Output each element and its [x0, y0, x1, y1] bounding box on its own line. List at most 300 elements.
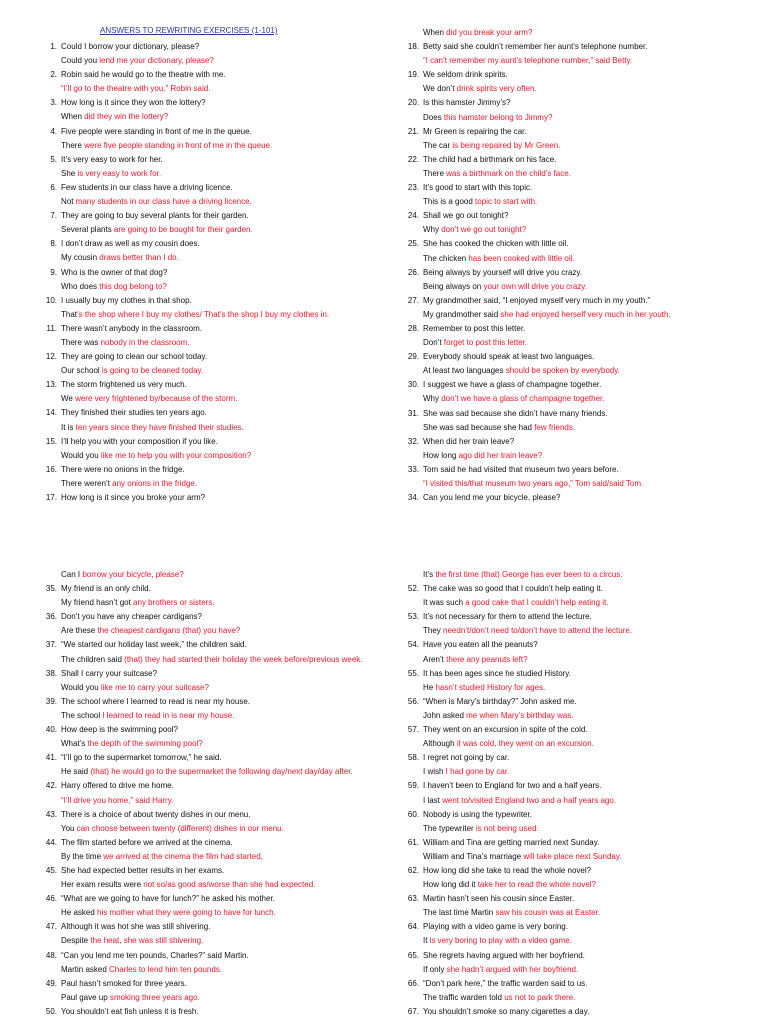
answer-line [38, 765, 388, 779]
question-text: Being always by yourself will drive you crazy. [423, 267, 583, 277]
question-number: 38. [45, 668, 57, 678]
question-number: 27. [407, 295, 419, 305]
answer-text: any brothers or sisters. [133, 598, 215, 608]
answer-line [400, 653, 750, 667]
answer-prompt: I wish [423, 767, 446, 777]
answer-prompt: Aren’t [423, 654, 447, 664]
question-line [38, 406, 388, 420]
question-number: 37. [45, 640, 57, 650]
question-text: Five people were standing in front of me in the queue. [61, 126, 252, 136]
answer-prompt: We don’t [423, 84, 457, 94]
question-number: 54. [407, 640, 419, 650]
answer-text: a good cake that I couldn’t help eating it. [465, 598, 609, 608]
answer-line [38, 477, 388, 491]
answer-prompt: He asked [61, 908, 98, 918]
question-text: The film started before we arrived at the cinema. [61, 837, 233, 847]
question-text: I’ll help you with your composition if you like. [61, 436, 218, 446]
question-line [400, 836, 750, 850]
question-number: 64. [407, 922, 419, 932]
question-text: My grandmother said, “I enjoyed myself very much in my youth.” [423, 295, 651, 305]
answer-text: went to/visited England two and a half years ago. [442, 795, 617, 805]
question-number: 65. [407, 950, 419, 960]
question-line [38, 463, 388, 477]
question-line [38, 350, 388, 364]
question-text: Shall we go out tonight? [423, 211, 509, 221]
answer-line [400, 709, 750, 723]
answer-text: ago did her train leave? [458, 450, 543, 460]
question-number: 24. [407, 211, 419, 221]
question-number: 39. [45, 696, 57, 706]
answer-prompt: The last time Martin [423, 908, 496, 918]
question-line [400, 435, 750, 449]
answer-line [400, 167, 750, 181]
answer-text: nobody in the classroom. [100, 337, 190, 347]
question-line [400, 610, 750, 624]
answer-prompt: We [61, 394, 76, 404]
answer-line [38, 596, 388, 610]
answer-text: don’t we go out tonight? [441, 225, 527, 235]
answer-text: (that) they had started their holiday the week before/previous week. [124, 654, 363, 664]
answer-line [38, 280, 388, 294]
question-text: There is a choice of about twenty dishes in our menu. [61, 809, 251, 819]
question-number: 62. [407, 865, 419, 875]
answer-text: she hadn’t argued with her boyfriend. [446, 964, 579, 974]
question-number: 52. [407, 584, 419, 594]
answer-prompt: Several plants [61, 225, 114, 235]
question-number: 63. [407, 894, 419, 904]
answer-text: should be spoken by everybody. [505, 366, 620, 376]
answer-prompt: Don’t [423, 338, 444, 348]
answer-prompt: There was [61, 337, 101, 347]
answer-line [38, 308, 388, 322]
answer-line [38, 110, 388, 124]
question-line [400, 751, 750, 765]
question-number: 59. [407, 781, 419, 791]
answer-text: the cheapest cardigans (that) you have? [97, 626, 241, 636]
answer-line [400, 822, 750, 836]
answer-text: any onions in the fridge. [112, 478, 198, 488]
question-line [400, 209, 750, 223]
answer-prompt: Would you [61, 450, 101, 460]
answer-text: like me to help you with your composition? [100, 450, 252, 460]
answer-prompt: The car [423, 140, 453, 150]
answer-prompt: John asked [423, 710, 467, 720]
question-number: 29. [407, 352, 419, 362]
answer-line [38, 139, 388, 153]
question-number: 18. [407, 42, 419, 52]
answer-prompt: The typewriter [423, 823, 476, 833]
question-number: 48. [45, 950, 57, 960]
question-line [38, 667, 388, 681]
answer-prompt: It [423, 936, 430, 946]
question-number: 12. [45, 352, 57, 362]
question-line [38, 68, 388, 82]
question-text: She regrets having argued with her boyfriend. [423, 950, 585, 960]
column-2 [400, 26, 750, 505]
question-line [38, 920, 388, 934]
answer-text: the first time (that) George has ever been to a circus. [435, 570, 623, 579]
question-line [400, 266, 750, 280]
answer-line [38, 336, 388, 350]
answer-line [38, 82, 388, 96]
answer-line [400, 139, 750, 153]
answer-text: were five people standing in front of me in the queue. [84, 140, 273, 150]
answer-line [400, 737, 750, 751]
column-3 [38, 568, 388, 1019]
answer-line [400, 336, 750, 350]
question-text: They are going to buy several plants for their garden. [61, 211, 249, 221]
question-line [400, 378, 750, 392]
answer-text: has been cooked with little oil. [468, 253, 575, 263]
answer-text: are going to be bought for their garden. [113, 225, 253, 235]
answer-text: draws better than I do. [99, 253, 179, 263]
answer-text: me when Mary’s birthday was. [466, 710, 574, 720]
question-number: 28. [407, 323, 419, 333]
answer-prompt: If only [423, 964, 447, 974]
question-text: Everybody should speak at least two languages. [423, 352, 595, 362]
answer-line [400, 280, 750, 294]
question-number: 19. [407, 70, 419, 80]
question-line [38, 949, 388, 963]
question-line [400, 350, 750, 364]
question-text: Who is the owner of that dog? [61, 267, 168, 277]
answer-line [38, 737, 388, 751]
answer-text: “I can’t remember my aunt’s telephone number,” said Betty. [423, 56, 633, 66]
question-text: She was sad because she didn’t have many friends. [423, 408, 608, 418]
answer-line [400, 624, 750, 638]
answer-prompt: Could you [61, 56, 100, 66]
answer-prompt: How long did it [423, 880, 478, 890]
answer-text: saw his cousin was at Easter. [495, 908, 600, 918]
question-line [38, 153, 388, 167]
answer-line [38, 653, 388, 667]
answer-line [400, 308, 750, 322]
answer-line [38, 878, 388, 892]
answer-text: drink spirits very often. [456, 84, 537, 94]
answer-line [400, 794, 750, 808]
question-text: You shouldn’t eat fish unless it is fresh. [61, 1006, 199, 1016]
answer-line [38, 934, 388, 948]
answer-prompt: You [61, 823, 77, 833]
question-text: It’s very easy to work for her. [61, 154, 163, 164]
question-number: 33. [407, 464, 419, 474]
answer-line [38, 449, 388, 463]
question-text: I regret not going by car. [423, 753, 510, 763]
answer-line [38, 963, 388, 977]
answer-line [38, 364, 388, 378]
answer-prompt: Are these [61, 626, 98, 636]
answer-prompt: Why [423, 225, 442, 235]
answer-text: not so/as good as/worse than she had expected. [143, 880, 316, 890]
question-number: 30. [407, 380, 419, 390]
answer-text: borrow your bicycle, please? [82, 570, 184, 579]
question-number: 56. [407, 696, 419, 706]
question-number: 49. [45, 978, 57, 988]
question-number: 15. [45, 436, 57, 446]
question-line [38, 695, 388, 709]
answer-line [400, 26, 750, 40]
question-number: 66. [407, 978, 419, 988]
answer-prompt: When [61, 112, 85, 122]
question-text: The child had a birthmark on his face. [423, 154, 557, 164]
answer-line [38, 794, 388, 808]
answer-prompt: That [61, 309, 78, 319]
question-text: “What are we going to have for lunch?” he asked his mother. [61, 894, 275, 904]
question-number: 13. [45, 380, 57, 390]
answer-prompt: There [423, 168, 447, 178]
question-line [38, 892, 388, 906]
answer-text: don’t we have a glass of champagne together. [441, 394, 605, 404]
question-text: I haven’t been to England for two and a half years. [423, 781, 602, 791]
answer-prompt: Despite [61, 936, 91, 946]
answer-text: the depth of the swimming pool? [87, 739, 203, 749]
answer-prompt: Paul gave up [61, 992, 110, 1002]
answer-text: she had enjoyed herself very much in her youth. [500, 309, 671, 319]
answer-prompt: It’s [423, 570, 436, 579]
question-line [38, 96, 388, 110]
question-number: 22. [407, 154, 419, 164]
answer-prompt: Who does [61, 281, 100, 291]
question-number: 21. [407, 126, 419, 136]
answer-prompt: She [61, 168, 78, 178]
answer-prompt: There [61, 140, 85, 150]
answer-line [400, 878, 750, 892]
answer-text: needn’t/don’t need to/don’t have to attend the lecture. [443, 626, 633, 636]
question-number: 3. [50, 98, 57, 108]
answer-prompt: Martin asked [61, 964, 110, 974]
question-number: 41. [45, 753, 57, 763]
question-line [400, 949, 750, 963]
answer-text: did they win the lottery? [84, 112, 169, 122]
answer-prompt: At least two languages [423, 366, 506, 376]
question-number: 2. [50, 70, 57, 80]
question-text: She had expected better results in her exams. [61, 865, 225, 875]
answer-line [38, 822, 388, 836]
answer-line [400, 364, 750, 378]
question-number: 40. [45, 725, 57, 735]
question-line [400, 892, 750, 906]
answer-line [38, 850, 388, 864]
answer-text: it was cold, they went on an excursion. [456, 739, 594, 749]
question-text: “I’ll go to the supermarket tomorrow,” he said. [61, 753, 222, 763]
answer-text: were very frightened by/because of the storm. [75, 394, 238, 404]
question-number: 35. [45, 584, 57, 594]
question-text: How long is it since they won the lottery? [61, 98, 206, 108]
answer-text: his mother what they were going to have for lunch. [97, 908, 276, 918]
question-line [38, 610, 388, 624]
question-line [400, 237, 750, 251]
answer-prompt: By the time [61, 851, 104, 861]
answer-text: will take place next Sunday. [523, 851, 622, 861]
answer-prompt: What’s [61, 739, 88, 749]
question-line [38, 435, 388, 449]
answer-prompt: My grandmother said [423, 309, 501, 319]
question-line [400, 779, 750, 793]
answer-text: “I visited this/that museum two years ago,” Tom said/said Tom. [423, 479, 644, 488]
answer-text: forget to post this letter. [443, 338, 528, 348]
question-number: 11. [46, 323, 57, 333]
question-line [38, 836, 388, 850]
answer-text: “I’ll go to the theatre with you,” Robin said. [61, 84, 211, 94]
answer-text: is going to be cleaned today. [101, 366, 204, 376]
answer-text: this hamster belong to Jimmy? [443, 112, 553, 122]
answer-prompt: It was such [423, 598, 466, 608]
answer-line [400, 765, 750, 779]
question-number: 43. [45, 809, 57, 819]
question-number: 31. [407, 408, 419, 418]
answer-text: is not being used. [475, 823, 539, 833]
question-text: Playing with a video game is very boring. [423, 922, 568, 932]
question-text: They went on an excursion in spite of the cold. [423, 725, 588, 735]
question-line [400, 322, 750, 336]
question-line [38, 181, 388, 195]
answer-prompt: How long [423, 450, 459, 460]
question-line [38, 125, 388, 139]
answer-text: I learned to read in is near my house. [102, 710, 235, 720]
question-line [400, 125, 750, 139]
column-1 [38, 40, 388, 505]
question-number: 57. [407, 725, 419, 735]
answer-line [400, 421, 750, 435]
answer-line [400, 82, 750, 96]
question-line [400, 181, 750, 195]
question-line [38, 977, 388, 991]
question-number: 46. [45, 894, 57, 904]
answer-text: us not to park there. [504, 992, 576, 1002]
answer-line [400, 111, 750, 125]
question-text: Don’t you have any cheaper cardigans? [61, 612, 202, 622]
question-number: 10. [45, 295, 57, 305]
question-number: 20. [407, 98, 419, 108]
question-line [400, 40, 750, 54]
answer-line [38, 681, 388, 695]
answer-line [38, 392, 388, 406]
answer-line [400, 392, 750, 406]
answer-text: I had gone by car. [445, 767, 510, 777]
question-text: Martin hasn’t seen his cousin since Easter. [423, 894, 575, 904]
answer-line [38, 223, 388, 237]
question-text: We seldom drink spirits. [423, 70, 508, 80]
answer-line [400, 477, 750, 491]
question-number: 45. [45, 865, 57, 875]
question-line [38, 209, 388, 223]
answer-prompt: When [423, 28, 447, 37]
answer-line [400, 681, 750, 695]
answer-line [400, 449, 750, 463]
answer-text: your own will drive you crazy. [483, 281, 587, 291]
question-text: They are going to clean our school today. [61, 352, 208, 362]
question-number: 5. [50, 154, 57, 164]
answer-line [400, 934, 750, 948]
answer-text: is very easy to work for. [77, 168, 162, 178]
question-number: 60. [407, 809, 419, 819]
question-line [38, 378, 388, 392]
answer-prompt: I last [423, 795, 443, 805]
answer-text: is being repaired by Mr Green. [452, 140, 561, 150]
question-number: 53. [407, 612, 419, 622]
question-line [400, 667, 750, 681]
answer-line [400, 223, 750, 237]
question-text: Betty said she couldn’t remember her aunt’s telephone number. [423, 42, 648, 52]
answer-line [400, 991, 750, 1005]
question-number: 58. [407, 753, 419, 763]
answer-prompt: Being always on [423, 281, 484, 291]
answer-prompt: He [423, 682, 436, 692]
question-number: 17. [45, 493, 57, 502]
answer-line [38, 624, 388, 638]
question-text: Shall I carry your suitcase? [61, 668, 158, 678]
page-title: ANSWERS TO REWRITING EXERCISES (1-101) [100, 26, 278, 35]
question-text: I don’t draw as well as my cousin does. [61, 239, 200, 249]
answer-line [38, 195, 388, 209]
answer-prompt: She was sad because she had [423, 422, 535, 432]
question-line [38, 1005, 388, 1019]
question-number: 34. [407, 493, 419, 503]
question-number: 61. [407, 837, 419, 847]
answer-line [400, 596, 750, 610]
question-number: 9. [50, 267, 57, 277]
question-line [38, 294, 388, 308]
answer-text: like me to carry your suitcase? [100, 682, 209, 692]
answer-prompt: William and Tina’s marriage [423, 851, 524, 861]
question-text: Tom said he had visited that museum two years before. [423, 464, 619, 474]
question-number: 6. [50, 182, 57, 192]
answer-prompt: There weren’t [61, 478, 113, 488]
question-number: 25. [407, 239, 419, 249]
answer-text: the heat, she was still shivering. [90, 936, 204, 946]
question-line [400, 695, 750, 709]
answer-text: topic to start with. [475, 197, 538, 207]
question-number: 23. [407, 183, 419, 193]
question-text: The school where I learned to read is near my house. [61, 696, 250, 706]
answer-prompt: My friend hasn’t got [61, 598, 134, 608]
question-number: 36. [45, 612, 57, 622]
question-line [38, 864, 388, 878]
question-line [400, 638, 750, 652]
answer-text: few friends. [534, 422, 576, 432]
answer-line [38, 568, 388, 582]
question-line [38, 779, 388, 793]
answer-text: lend me your dictionary, please? [99, 56, 214, 66]
question-line [400, 808, 750, 822]
column-4 [400, 568, 750, 1019]
question-line [400, 491, 750, 505]
question-text: When did her train leave? [423, 436, 515, 446]
answer-text: can choose between twenty (different) dishes in our menu. [76, 823, 284, 833]
question-text: “When is Mary’s birthday?” John asked me. [423, 696, 577, 706]
question-text: She has cooked the chicken with little oil. [423, 239, 569, 249]
answer-text: there any peanuts left? [446, 654, 528, 664]
answer-line [400, 252, 750, 266]
question-text: William and Tina are getting married next Sunday. [423, 837, 600, 847]
answer-prompt: Does [423, 112, 444, 122]
question-text: The cake was so good that I couldn’t help eating it. [423, 584, 603, 594]
answer-text: hasn’t studied History for ages. [435, 682, 546, 692]
answer-text: did you break your arm? [446, 28, 533, 37]
question-line [400, 864, 750, 878]
question-text: You shouldn’t smoke so many cigarettes a day. [423, 1006, 590, 1016]
question-line [400, 68, 750, 82]
question-text: Is this hamster Jimmy’s? [423, 98, 511, 108]
answer-line [400, 195, 750, 209]
answer-prompt: Our school [61, 366, 102, 376]
answer-text: this dog belong to? [99, 281, 167, 291]
answer-text: ’s the shop where I buy my clothes/ That’s the shop I buy my clothes in. [77, 309, 330, 319]
question-number: 1. [50, 42, 57, 51]
answer-prompt: My cousin [61, 253, 100, 263]
question-text: My friend is an only child. [61, 584, 151, 594]
question-line [400, 977, 750, 991]
